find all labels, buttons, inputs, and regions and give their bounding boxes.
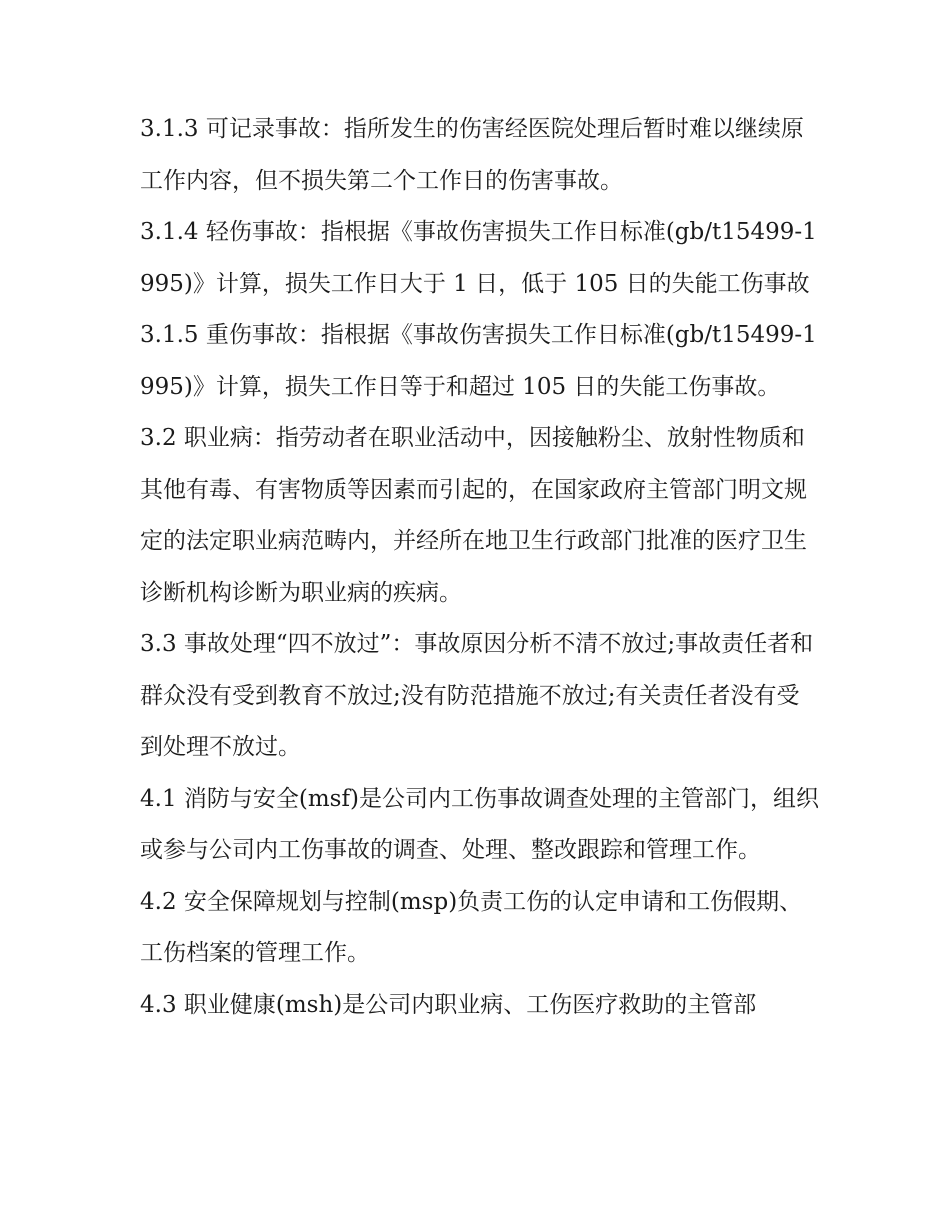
paragraph-4-3-occupational-health: 4.3 职业健康(msh)是公司内职业病、工伤医疗救助的主管部: [140, 991, 757, 1018]
paragraph-3-1-3-recordable-accident: 3.1.3 可记录事故：指所发生的伤害经医院处理后暂时难以继续原工作内容，但不损失第二个工作日的伤害事故。: [140, 116, 804, 194]
paragraph-4-1-fire-safety: 4.1 消防与安全(msf)是公司内工伤事故调查处理的主管部门，组织或参与公司内工伤事故的调查、处理、整改跟踪和管理工作。: [140, 785, 819, 863]
document-body: [140, 104, 820, 1031]
paragraph-3-1-4-minor-injury: 3.1.4 轻伤事故：指根据《事故伤害损失工作日标准(gb/t15499-1995)》计算，损失工作日大于 1 日，低于 105 日的失能工伤事故: [140, 219, 817, 297]
paragraph-4-2-safety-planning: 4.2 安全保障规划与控制(msp)负责工伤的认定申请和工伤假期、工伤档案的管理工作。: [140, 888, 803, 966]
paragraph-3-3-four-no-pass: 3.3 事故处理“四不放过”：事故原因分析不清不放过;事故责任者和群众没有受到教育不放过;没有防范措施不放过;有关责任者没有受到处理不放过。: [140, 631, 814, 760]
paragraph-3-1-5-serious-injury: 3.1.5 重伤事故：指根据《事故伤害损失工作日标准(gb/t15499-1995)》计算，损失工作日等于和超过 105 日的失能工伤事故。: [140, 322, 817, 400]
paragraph-3-2-occupational-disease: 3.2 职业病：指劳动者在职业活动中，因接触粉尘、放射性物质和其他有毒、有害物质等因素而引起的，在国家政府主管部门明文规定的法定职业病范畴内，并经所在地卫生行政部门批准的医疗卫生诊断机构诊断为职业病的疾病。: [140, 425, 807, 606]
